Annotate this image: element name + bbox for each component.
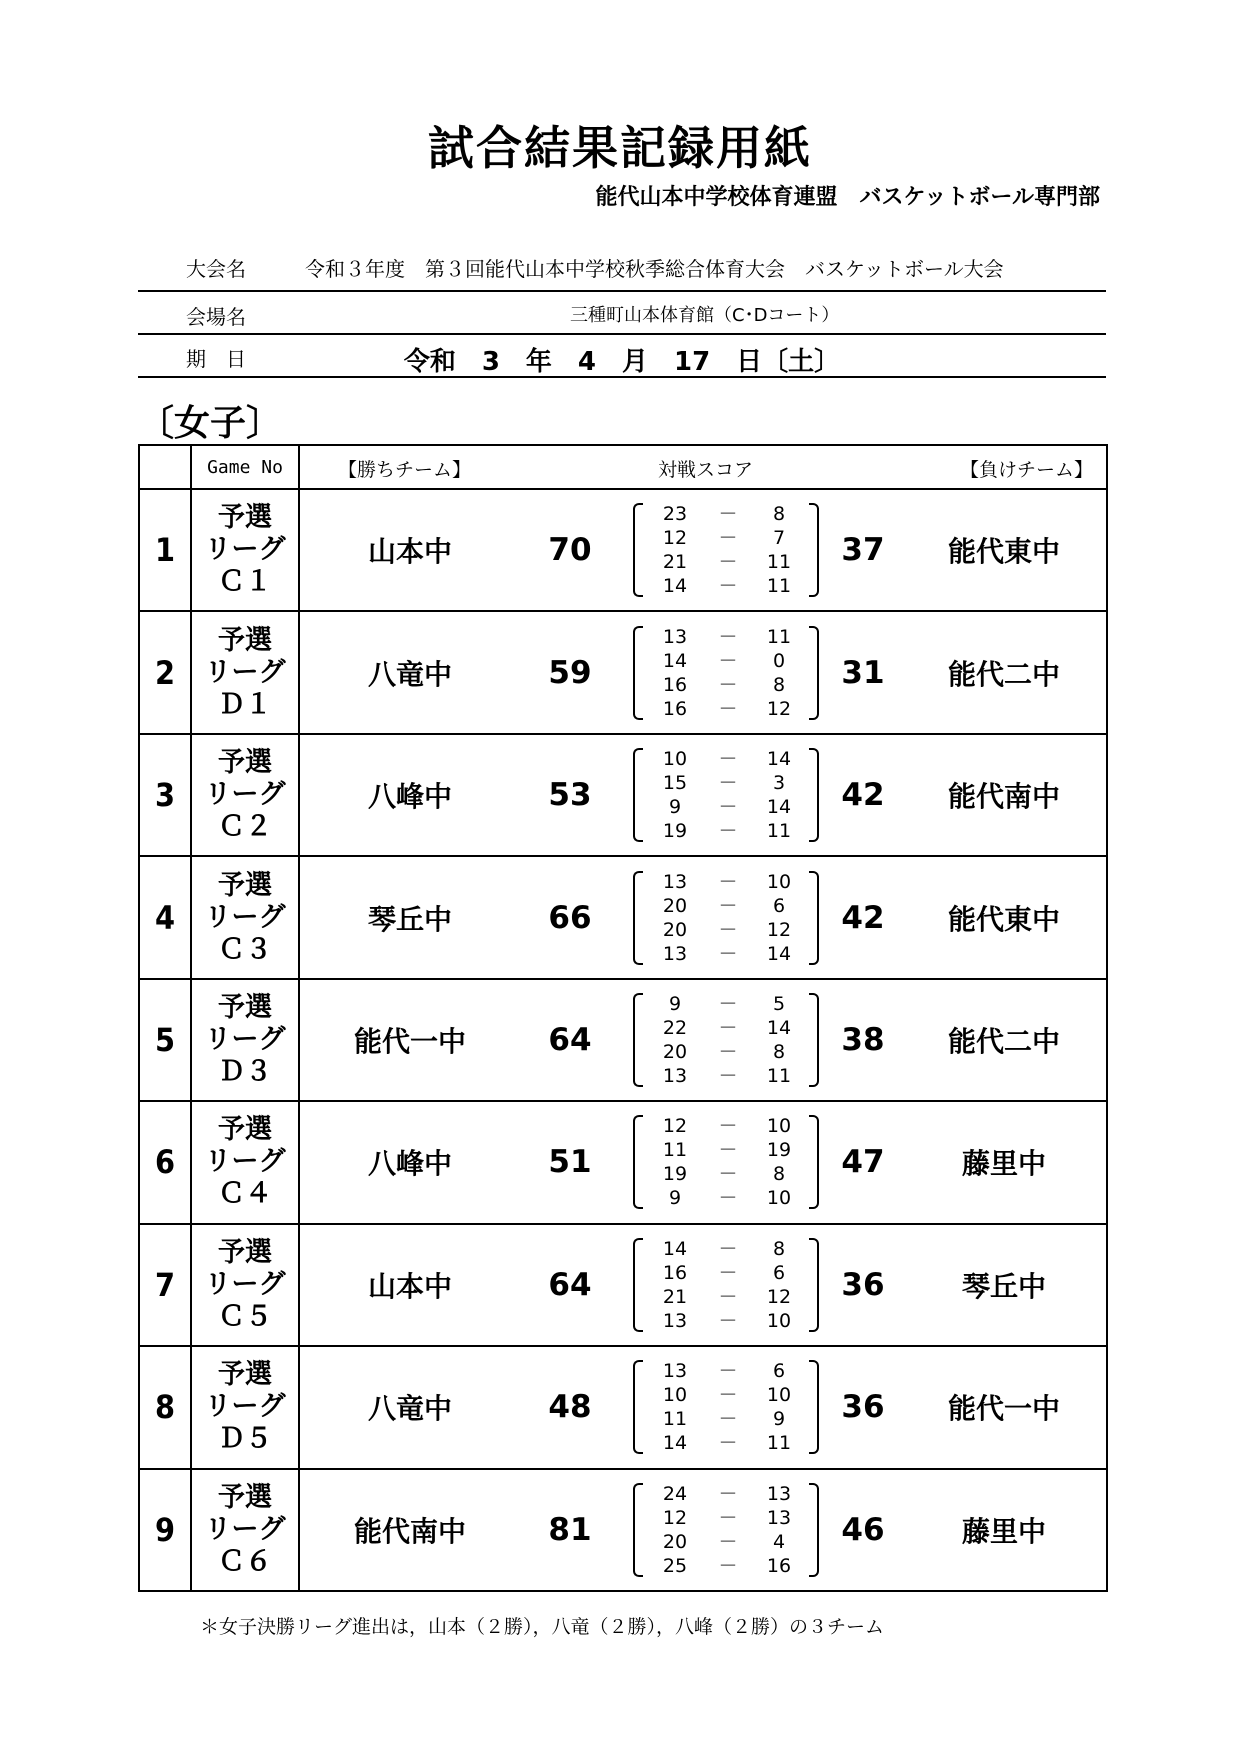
- quarter-winner-score: 12: [662, 1115, 688, 1138]
- quarter-row: [633, 1237, 819, 1261]
- quarter-loser-score: 13: [766, 1506, 792, 1529]
- quarter-winner-score: 16: [662, 673, 688, 696]
- quarter-row: [633, 697, 819, 721]
- score-dash: －: [718, 992, 738, 1015]
- header-score: 対戦スコア: [658, 459, 754, 481]
- game-round-line: Ｃ３: [218, 933, 272, 965]
- quarter-winner-score: 13: [662, 870, 688, 893]
- score-dash: －: [718, 1040, 738, 1063]
- quarter-winner-score: 22: [662, 1016, 688, 1039]
- game-round-line: リーグ: [204, 1023, 286, 1055]
- game-round-line: リーグ: [204, 656, 286, 688]
- winner-team: 能代南中: [353, 1514, 466, 1548]
- game-round-line: リーグ: [204, 901, 286, 933]
- quarter-loser-score: 9: [772, 1408, 786, 1431]
- quarter-winner-score: 13: [662, 625, 688, 648]
- quarter-loser-score: 8: [772, 1237, 786, 1260]
- winner-team: 八峰中: [367, 780, 452, 814]
- tournament-value: 令和３年度 第３回能代山本中学校秋季総合体育大会 バスケットボール大会: [305, 257, 1004, 281]
- quarter-scores: [633, 991, 819, 1089]
- quarter-scores: [633, 624, 819, 722]
- loser-team: 能代二中: [947, 657, 1060, 691]
- quarter-winner-score: 10: [662, 748, 688, 771]
- loser-total: 47: [841, 1144, 885, 1181]
- score-dash: －: [718, 1432, 738, 1455]
- game-round-line: リーグ: [204, 534, 286, 566]
- quarter-scores: [633, 746, 819, 844]
- game-number: 6: [139, 1101, 191, 1223]
- header-winner: 【勝ちチーム】: [338, 459, 472, 481]
- score-dash: －: [718, 527, 738, 550]
- quarter-loser-score: 8: [772, 503, 786, 526]
- venue-label: 会場名: [186, 305, 246, 329]
- match-cell: [299, 1224, 1107, 1346]
- quarter-loser-score: 7: [772, 527, 786, 550]
- quarter-scores: [633, 1236, 819, 1334]
- quarter-winner-score: 20: [662, 1530, 688, 1553]
- winner-total: 59: [548, 654, 592, 691]
- winner-total: 53: [548, 777, 592, 814]
- quarter-loser-score: 11: [766, 625, 792, 648]
- quarter-loser-score: 16: [766, 1554, 792, 1577]
- score-dash: －: [718, 1506, 738, 1529]
- quarter-winner-score: 14: [662, 575, 688, 598]
- date-value: 令和 3 年 4 月 17 日〔土〕: [403, 347, 841, 377]
- game-round: [191, 979, 299, 1101]
- score-dash: －: [718, 1237, 738, 1260]
- table-row: [139, 856, 1107, 978]
- score-dash: －: [718, 575, 738, 598]
- quarter-scores: [633, 501, 819, 599]
- loser-team: 能代二中: [947, 1024, 1060, 1058]
- loser-team: 能代南中: [947, 780, 1060, 814]
- quarter-loser-score: 11: [766, 820, 792, 843]
- quarter-row: [633, 1114, 819, 1138]
- score-dash: －: [718, 748, 738, 771]
- quarter-loser-score: 14: [766, 942, 792, 965]
- quarter-row: [633, 1064, 819, 1088]
- game-round-line: Ｄ５: [218, 1423, 272, 1455]
- score-dash: －: [718, 942, 738, 965]
- quarter-row: [633, 1431, 819, 1455]
- winner-team: 八竜中: [367, 657, 452, 691]
- quarter-loser-score: 11: [766, 575, 792, 598]
- quarter-winner-score: 9: [668, 992, 682, 1015]
- header-score-area: [299, 445, 1107, 489]
- quarter-scores: [633, 1113, 819, 1211]
- tournament-label: 大会名: [186, 257, 246, 281]
- quarter-row: [633, 870, 819, 894]
- quarter-winner-score: 13: [662, 942, 688, 965]
- score-dash: －: [718, 1064, 738, 1087]
- quarter-row: [633, 1040, 819, 1064]
- footer-note: ＊女子決勝リーグ進出は，山本（２勝），八竜（２勝），八峰（２勝）の３チーム: [200, 1616, 885, 1638]
- quarter-row: [633, 550, 819, 574]
- quarter-winner-score: 12: [662, 1506, 688, 1529]
- game-round-line: リーグ: [204, 779, 286, 811]
- match-cell: [299, 734, 1107, 856]
- loser-total: 37: [841, 532, 885, 569]
- quarter-winner-score: 16: [662, 1261, 688, 1284]
- results-table: [138, 444, 1108, 1592]
- quarter-winner-score: 21: [662, 1285, 688, 1308]
- score-dash: －: [718, 1187, 738, 1210]
- quarter-loser-score: 12: [766, 1285, 792, 1308]
- loser-total: 42: [841, 899, 885, 936]
- quarter-winner-score: 14: [662, 649, 688, 672]
- score-dash: －: [718, 1384, 738, 1407]
- game-round-line: 予選: [218, 624, 272, 656]
- game-number: 4: [139, 856, 191, 978]
- game-number: 3: [139, 734, 191, 856]
- game-round: [191, 1224, 299, 1346]
- quarter-loser-score: 10: [766, 1187, 792, 1210]
- quarter-winner-score: 13: [662, 1064, 688, 1087]
- match-cell: [299, 1469, 1107, 1592]
- game-round-line: リーグ: [204, 1268, 286, 1300]
- game-round-line: 予選: [218, 1359, 272, 1391]
- winner-team: 八竜中: [367, 1392, 452, 1426]
- quarter-row: [633, 1554, 819, 1578]
- quarter-row: [633, 795, 819, 819]
- quarter-loser-score: 13: [766, 1482, 792, 1505]
- game-round-line: 予選: [218, 991, 272, 1023]
- quarter-loser-score: 19: [766, 1139, 792, 1162]
- game-round-line: Ｃ５: [218, 1300, 272, 1332]
- game-round-line: 予選: [218, 1481, 272, 1513]
- match-cell: [299, 1346, 1107, 1468]
- game-round-line: Ｄ３: [218, 1055, 272, 1087]
- game-round-line: Ｃ４: [218, 1178, 272, 1210]
- winner-team: 山本中: [367, 1269, 452, 1303]
- quarter-winner-score: 12: [662, 527, 688, 550]
- venue-value: 三種町山本体育館（C･Dコート）: [570, 305, 840, 326]
- score-dash: －: [718, 772, 738, 795]
- game-round-line: 予選: [218, 869, 272, 901]
- quarter-winner-score: 13: [662, 1309, 688, 1332]
- quarter-row: [633, 1383, 819, 1407]
- game-number: 5: [139, 979, 191, 1101]
- loser-team: 能代東中: [947, 902, 1060, 936]
- quarter-scores: [633, 869, 819, 967]
- game-number: 7: [139, 1224, 191, 1346]
- score-dash: －: [718, 625, 738, 648]
- game-round: [191, 489, 299, 611]
- quarter-winner-score: 15: [662, 772, 688, 795]
- date-label: 期 日: [186, 347, 246, 371]
- quarter-row: [633, 1482, 819, 1506]
- quarter-winner-score: 25: [662, 1554, 688, 1577]
- quarter-winner-score: 16: [662, 697, 688, 720]
- quarter-loser-score: 14: [766, 796, 792, 819]
- quarter-winner-score: 14: [662, 1432, 688, 1455]
- match-cell: [299, 1101, 1107, 1223]
- game-number: 2: [139, 611, 191, 733]
- score-dash: －: [718, 649, 738, 672]
- quarter-loser-score: 5: [772, 992, 786, 1015]
- loser-team: 能代一中: [947, 1392, 1060, 1426]
- score-dash: －: [718, 1408, 738, 1431]
- match-cell: [299, 489, 1107, 611]
- quarter-row: [633, 1530, 819, 1554]
- game-round-line: 予選: [218, 1236, 272, 1268]
- game-round: [191, 734, 299, 856]
- score-dash: －: [718, 673, 738, 696]
- quarter-row: [633, 1186, 819, 1210]
- quarter-winner-score: 14: [662, 1237, 688, 1260]
- quarter-loser-score: 12: [766, 697, 792, 720]
- score-dash: －: [718, 796, 738, 819]
- quarter-loser-score: 11: [766, 1064, 792, 1087]
- game-round-line: 予選: [218, 1114, 272, 1146]
- game-number: 1: [139, 489, 191, 611]
- quarter-winner-score: 21: [662, 551, 688, 574]
- loser-total: 38: [841, 1021, 885, 1058]
- table-row: [139, 734, 1107, 856]
- quarter-loser-score: 14: [766, 748, 792, 771]
- table-row: [139, 1224, 1107, 1346]
- quarter-loser-score: 3: [772, 772, 786, 795]
- page-title: 試合結果記録用紙: [428, 121, 812, 175]
- quarter-row: [633, 526, 819, 550]
- quarter-winner-score: 24: [662, 1482, 688, 1505]
- quarter-winner-score: 9: [668, 796, 682, 819]
- score-dash: －: [718, 1261, 738, 1284]
- header-game-no: Game No: [191, 445, 299, 489]
- loser-total: 31: [841, 654, 885, 691]
- game-round: [191, 1346, 299, 1468]
- quarter-winner-score: 9: [668, 1187, 682, 1210]
- date-row: [138, 335, 1106, 378]
- quarter-row: [633, 673, 819, 697]
- game-number: 8: [139, 1346, 191, 1468]
- table-row: [139, 1346, 1107, 1468]
- table-row: [139, 979, 1107, 1101]
- match-cell: [299, 856, 1107, 978]
- score-dash: －: [718, 1016, 738, 1039]
- organization-name: 能代山本中学校体育連盟 バスケットボール専門部: [595, 185, 1100, 210]
- header-loser: 【負けチーム】: [960, 459, 1094, 481]
- score-dash: －: [718, 1309, 738, 1332]
- quarter-loser-score: 8: [772, 1040, 786, 1063]
- quarter-loser-score: 10: [766, 870, 792, 893]
- table-row: [139, 611, 1107, 733]
- score-dash: －: [718, 1554, 738, 1577]
- quarter-row: [633, 1506, 819, 1530]
- winner-team: 山本中: [367, 535, 452, 569]
- quarter-loser-score: 0: [772, 649, 786, 672]
- game-round: [191, 1101, 299, 1223]
- loser-total: 42: [841, 777, 885, 814]
- quarter-row: [633, 942, 819, 966]
- quarter-winner-score: 13: [662, 1360, 688, 1383]
- table-header-row: [139, 445, 1107, 489]
- score-dash: －: [718, 1163, 738, 1186]
- quarter-winner-score: 11: [662, 1139, 688, 1162]
- quarter-loser-score: 8: [772, 1163, 786, 1186]
- winner-total: 70: [548, 532, 592, 569]
- quarter-loser-score: 12: [766, 918, 792, 941]
- game-round-line: リーグ: [204, 1391, 286, 1423]
- game-round-line: リーグ: [204, 1146, 286, 1178]
- section-title: 〔女子〕: [138, 403, 283, 444]
- quarter-winner-score: 10: [662, 1384, 688, 1407]
- winner-team: 能代一中: [353, 1024, 466, 1058]
- quarter-row: [633, 894, 819, 918]
- quarter-loser-score: 6: [772, 1360, 786, 1383]
- score-dash: －: [718, 1115, 738, 1138]
- game-round-line: 予選: [218, 747, 272, 779]
- quarter-row: [633, 1138, 819, 1162]
- loser-team: 能代東中: [947, 535, 1060, 569]
- venue-row: [138, 292, 1106, 335]
- event-info: [138, 245, 1106, 378]
- quarter-loser-score: 11: [766, 551, 792, 574]
- quarter-row: [633, 1162, 819, 1186]
- quarter-row: [633, 992, 819, 1016]
- score-dash: －: [718, 551, 738, 574]
- quarter-row: [633, 918, 819, 942]
- loser-team: 藤里中: [961, 1514, 1046, 1548]
- game-round-line: Ｄ１: [218, 688, 272, 720]
- quarter-row: [633, 574, 819, 598]
- game-round-line: リーグ: [204, 1513, 286, 1545]
- game-round-line: 予選: [218, 502, 272, 534]
- loser-total: 36: [841, 1266, 885, 1303]
- quarter-row: [633, 649, 819, 673]
- score-dash: －: [718, 1530, 738, 1553]
- game-round-line: Ｃ１: [218, 566, 272, 598]
- winner-total: 64: [548, 1021, 592, 1058]
- quarter-row: [633, 1016, 819, 1040]
- winner-team: 八峰中: [367, 1147, 452, 1181]
- score-dash: －: [718, 1482, 738, 1505]
- score-dash: －: [718, 894, 738, 917]
- match-cell: [299, 611, 1107, 733]
- score-dash: －: [718, 918, 738, 941]
- quarter-row: [633, 1359, 819, 1383]
- quarter-loser-score: 10: [766, 1115, 792, 1138]
- winner-total: 81: [548, 1511, 592, 1548]
- quarter-winner-score: 20: [662, 894, 688, 917]
- score-dash: －: [718, 820, 738, 843]
- score-dash: －: [718, 503, 738, 526]
- quarter-winner-score: 23: [662, 503, 688, 526]
- loser-total: 36: [841, 1389, 885, 1426]
- winner-team: 琴丘中: [367, 902, 452, 936]
- game-round: [191, 611, 299, 733]
- quarter-winner-score: 20: [662, 1040, 688, 1063]
- quarter-scores: [633, 1481, 819, 1579]
- quarter-row: [633, 747, 819, 771]
- winner-total: 66: [548, 899, 592, 936]
- quarter-winner-score: 19: [662, 820, 688, 843]
- quarter-loser-score: 6: [772, 1261, 786, 1284]
- winner-total: 51: [548, 1144, 592, 1181]
- game-round: [191, 856, 299, 978]
- quarter-winner-score: 11: [662, 1408, 688, 1431]
- header-blank: [139, 445, 191, 489]
- score-dash: －: [718, 1285, 738, 1308]
- quarter-winner-score: 20: [662, 918, 688, 941]
- quarter-row: [633, 502, 819, 526]
- tournament-row: [138, 245, 1106, 292]
- quarter-loser-score: 8: [772, 673, 786, 696]
- quarter-row: [633, 1285, 819, 1309]
- quarter-loser-score: 10: [766, 1309, 792, 1332]
- game-round-line: Ｃ６: [218, 1545, 272, 1577]
- quarter-loser-score: 11: [766, 1432, 792, 1455]
- quarter-row: [633, 1407, 819, 1431]
- quarter-winner-score: 19: [662, 1163, 688, 1186]
- quarter-row: [633, 625, 819, 649]
- table-row: [139, 1101, 1107, 1223]
- table-row: [139, 489, 1107, 611]
- score-dash: －: [718, 697, 738, 720]
- quarter-scores: [633, 1358, 819, 1456]
- game-round: [191, 1469, 299, 1592]
- table-row: [139, 1469, 1107, 1592]
- game-number: 9: [139, 1469, 191, 1592]
- loser-total: 46: [841, 1511, 885, 1548]
- winner-total: 64: [548, 1266, 592, 1303]
- match-cell: [299, 979, 1107, 1101]
- score-dash: －: [718, 870, 738, 893]
- score-dash: －: [718, 1139, 738, 1162]
- score-dash: －: [718, 1360, 738, 1383]
- game-round-line: Ｃ２: [218, 811, 272, 843]
- quarter-loser-score: 4: [772, 1530, 786, 1553]
- quarter-row: [633, 1261, 819, 1285]
- quarter-loser-score: 10: [766, 1384, 792, 1407]
- winner-total: 48: [548, 1389, 592, 1426]
- quarter-row: [633, 1309, 819, 1333]
- quarter-row: [633, 771, 819, 795]
- loser-team: 琴丘中: [961, 1269, 1046, 1303]
- loser-team: 藤里中: [961, 1147, 1046, 1181]
- quarter-row: [633, 819, 819, 843]
- quarter-loser-score: 6: [772, 894, 786, 917]
- quarter-loser-score: 14: [766, 1016, 792, 1039]
